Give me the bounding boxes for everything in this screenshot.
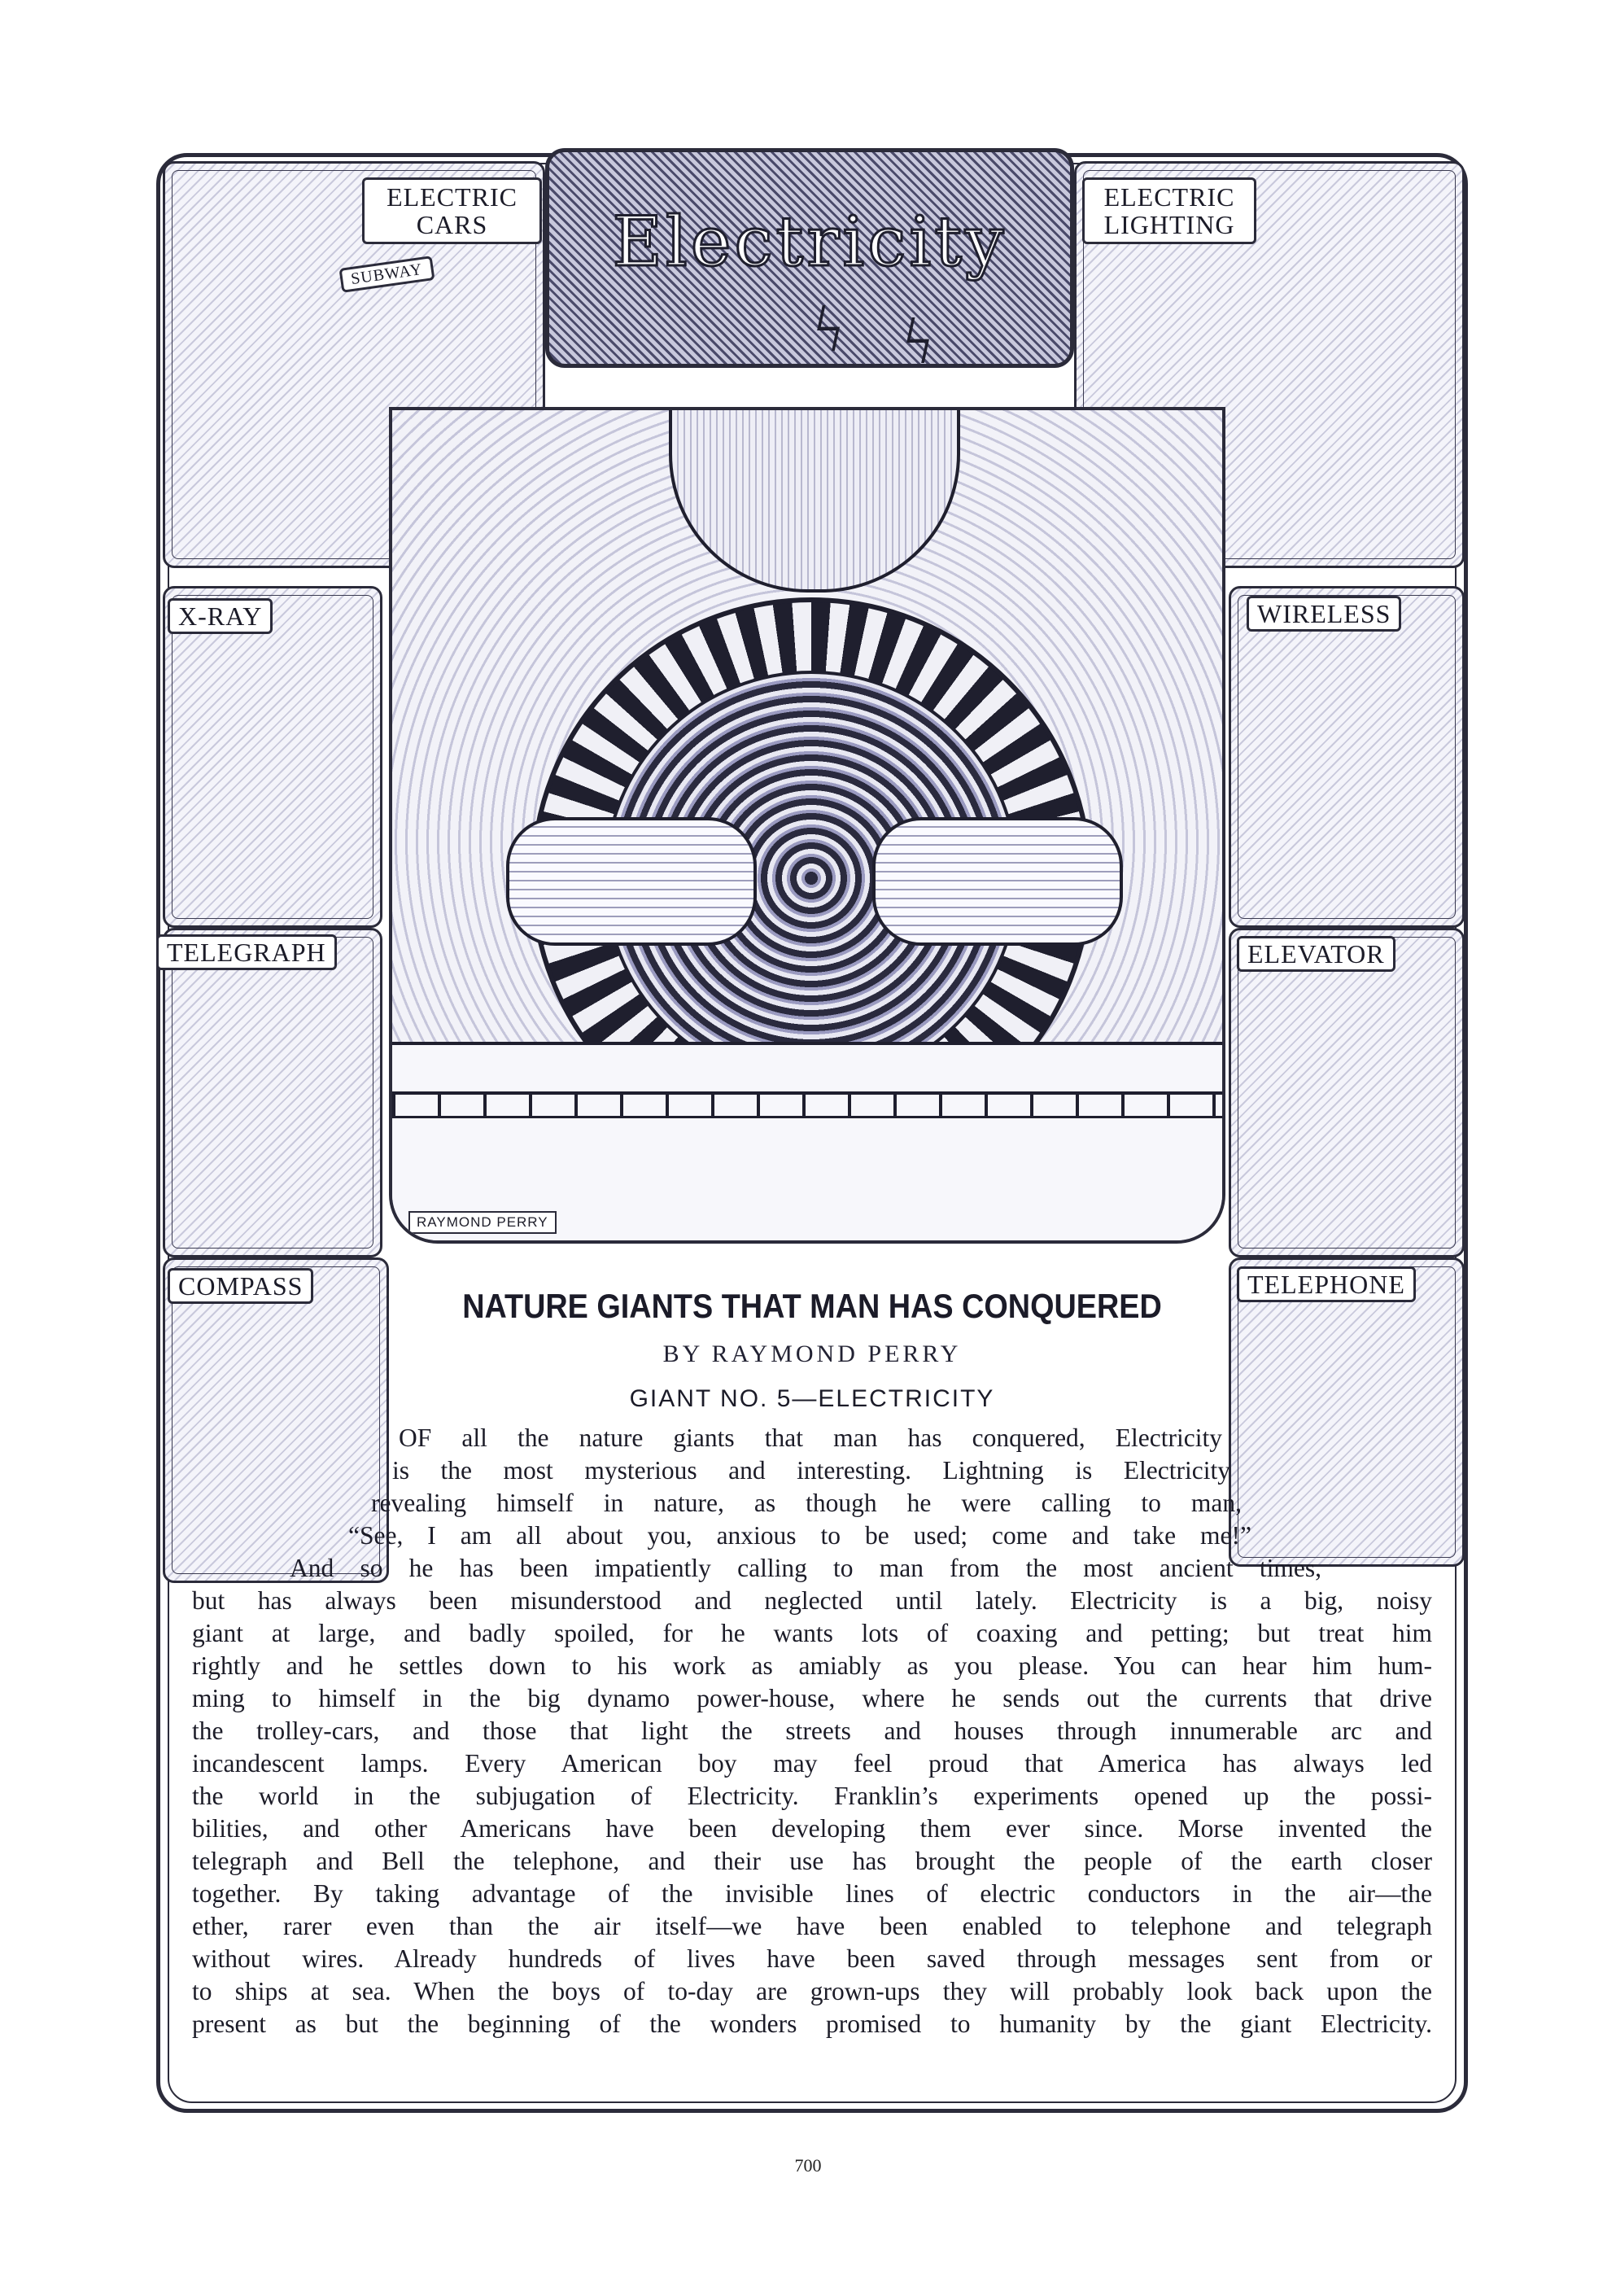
x-ray-label: X-RAY	[168, 598, 273, 634]
x-ray-illustration	[163, 586, 382, 928]
body-line: ming to himself in the big dynamo power-house, where he sends out the currents that drive	[192, 1684, 1432, 1712]
body-line: incandescent lamps. Every American boy may feel proud that America has always led	[192, 1749, 1432, 1778]
compass-label: COMPASS	[168, 1268, 313, 1304]
right-hand	[872, 817, 1123, 946]
body-line: the trolley-cars, and those that light the streets and houses through innumerable arc and	[192, 1717, 1432, 1745]
body-line: revealing himself in nature, as though he were calling to man,	[371, 1489, 1242, 1517]
body-line: present as but the beginning of the wonders promised to humanity by the giant Electricity.	[192, 2010, 1432, 2038]
body-line: “See, I am all about you, anxious to be used; come and take me!”	[348, 1521, 1251, 1550]
body-line: rightly and he settles down to his work as amiably as you please. You can hear him hum-	[192, 1651, 1432, 1680]
body-line: giant at large, and badly spoiled, for he wants lots of coaxing and petting; but treat him	[192, 1619, 1432, 1647]
body-line: the world in the subjugation of Electricity. Franklin’s experiments opened up the possi-	[192, 1782, 1432, 1810]
wireless-label: WIRELESS	[1247, 596, 1401, 632]
electric-lighting-label: ELECTRIC LIGHTING	[1082, 177, 1256, 244]
telephone-label: TELEPHONE	[1237, 1266, 1416, 1302]
telegraph-label: TELEGRAPH	[156, 934, 337, 970]
body-line: telegraph and Bell the telephone, and their use has brought the people of the earth closer	[192, 1847, 1432, 1875]
body-line: but has always been misunderstood and neglected until lately. Electricity is a big, noisy	[192, 1586, 1432, 1615]
title-banner	[545, 148, 1074, 368]
artist-signature: RAYMOND PERRY	[408, 1211, 557, 1234]
body-line: is the most mysterious and interesting. Lightning is Electricity	[392, 1456, 1230, 1485]
body-line: OF all the nature giants that man has conquered, Electricity	[399, 1424, 1222, 1452]
left-hand	[506, 817, 757, 946]
body-line: to ships at sea. When the boys of to-day are grown-ups they will probably look back upon the	[192, 1977, 1432, 2005]
subway-sign: SUBWAY	[338, 256, 435, 293]
article	[186, 1266, 1439, 2080]
body-line: bilities, and other Americans have been developing them ever since. Morse invented the	[192, 1814, 1432, 1843]
giant-face	[669, 410, 960, 593]
elevator-illustration	[1229, 928, 1465, 1257]
telegraph-illustration	[163, 928, 382, 1257]
railing	[392, 1091, 1222, 1118]
wireless-illustration	[1229, 586, 1465, 928]
lightning-bolt-icon: ϟ	[814, 294, 844, 365]
body-line: without wires. Already hundreds of lives have been saved through messages sent from or	[192, 1944, 1432, 1973]
body-line: ether, rarer even than the air itself—we have been enabled to telephone and telegraph	[192, 1912, 1432, 1940]
banner-title: Electricity	[612, 202, 1007, 282]
article-subhead: GIANT NO. 5—ELECTRICITY	[629, 1385, 995, 1412]
body-line: together. By taking advantage of the invisible lines of electric conductors in the air—the	[192, 1879, 1432, 1908]
electric-cars-label: ELECTRIC CARS	[362, 177, 542, 244]
page-number: 700	[794, 2155, 822, 2176]
central-dynamo-illustration	[389, 407, 1225, 1244]
lightning-bolt-icon: ϟ	[903, 306, 933, 378]
article-byline: BY RAYMOND PERRY	[662, 1340, 962, 1367]
body-line: And so he has been impatiently calling to man from the most ancient times,	[290, 1554, 1321, 1582]
article-headline: NATURE GIANTS THAT MAN HAS CONQUERED	[462, 1287, 1162, 1325]
elevator-label: ELEVATOR	[1237, 936, 1395, 972]
